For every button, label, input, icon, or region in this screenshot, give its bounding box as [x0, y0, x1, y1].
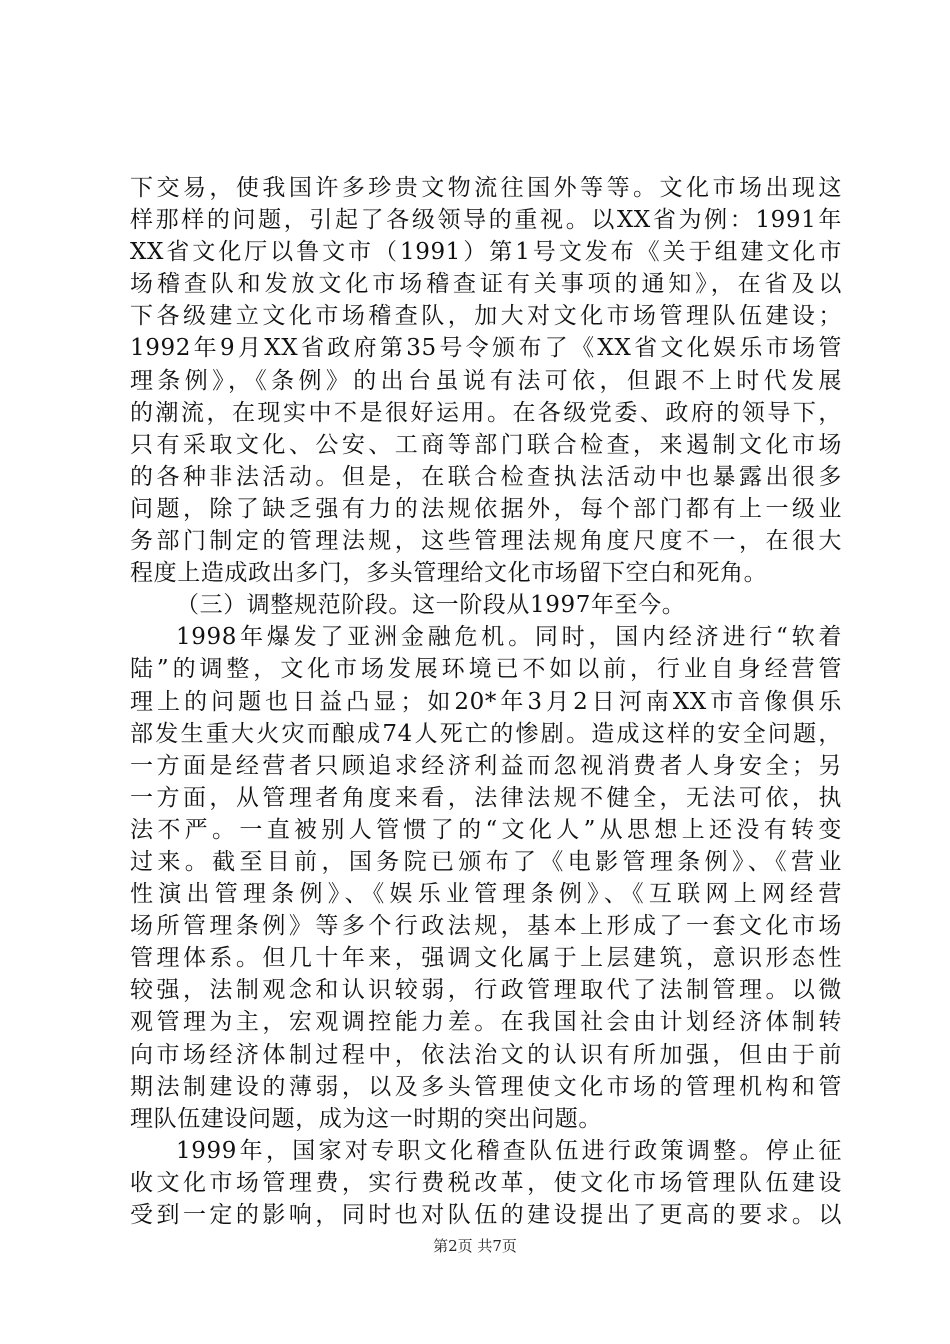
text-line: 务部门制定的管理法规，这些管理法规角度尺度不一，在很大 — [130, 528, 842, 555]
page-footer: 第2页 共7页 — [433, 1237, 517, 1255]
text-line: 下各级建立文化市场稽查队，加大对文化市场管理队伍建设； — [130, 303, 842, 330]
text-line: 期法制建设的薄弱，以及多头管理使文化市场的管理机构和管 — [130, 1073, 842, 1100]
text-line: 1999年，国家对专职文化稽查队伍进行政策调整。停止征 — [176, 1137, 842, 1164]
text-line: 只有采取文化、公安、工商等部门联合检查，来遏制文化市场 — [130, 431, 842, 458]
text-line: 的潮流，在现实中不是很好运用。在各级党委、政府的领导下， — [130, 399, 842, 426]
text-line: 向市场经济体制过程中，依法治文的认识有所加强，但由于前 — [130, 1041, 842, 1068]
text-line: 观管理为主，宏观调控能力差。在我国社会由计划经济体制转 — [130, 1009, 842, 1036]
text-line: 问题，除了缺乏强有力的法规依据外，每个部门都有上一级业 — [130, 495, 842, 522]
text-line: 的各种非法活动。但是，在联合检查执法活动中也暴露出很多 — [130, 463, 842, 490]
text-line: 受到一定的影响，同时也对队伍的建设提出了更高的要求。以 — [130, 1202, 842, 1228]
text-line: 部发生重大火灾而酿成74人死亡的惨剧。造成这样的安全问题， — [130, 720, 842, 747]
text-line: 一方面是经营者只顾追求经济利益而忽视消费者人身安全；另 — [130, 752, 842, 779]
text-line: 一方面，从管理者角度来看，法律法规不健全，无法可依，执 — [130, 784, 842, 811]
text-line: 1998年爆发了亚洲金融危机。同时，国内经济进行“软着 — [176, 624, 842, 651]
text-line: （三）调整规范阶段。这一阶段从1997年至今。 — [176, 592, 686, 619]
text-line: XX省文化厅以鲁文市（1991）第1号文发布《关于组建文化市 — [130, 239, 842, 266]
text-line: 法不严。一直被别人管惯了的“文化人”从思想上还没有转变 — [130, 816, 842, 843]
text-line: 理上的问题也日益凸显；如20*年3月2日河南XX市音像俱乐 — [130, 688, 842, 715]
document-body — [130, 172, 842, 1231]
text-line: 下交易，使我国许多珍贵文物流往国外等等。文化市场出现这 — [130, 175, 842, 201]
text-line: 理队伍建设问题，成为这一时期的突出问题。 — [130, 1105, 602, 1132]
text-line: 收文化市场管理费，实行费税改革，使文化市场管理队伍建设 — [130, 1169, 842, 1196]
text-line: 陆”的调整，文化市场发展环境已不如以前，行业自身经营管 — [130, 656, 842, 683]
text-line: 场稽查队和发放文化市场稽查证有关事项的通知》，在省及以 — [130, 271, 842, 298]
text-line: 程度上造成政出多门，多头管理给文化市场留下空白和死角。 — [130, 560, 768, 587]
text-line: 管理体系。但几十年来，强调文化属于上层建筑，意识形态性 — [130, 945, 842, 972]
text-line: 较强，法制观念和认识较弱，行政管理取代了法制管理。以微 — [130, 977, 842, 1004]
text-line: 场所管理条例》等多个行政法规，基本上形成了一套文化市场 — [130, 913, 842, 940]
text-line: 理条例》，《条例》的出台虽说有法可依，但跟不上时代发展 — [130, 367, 842, 394]
text-line: 样那样的问题，引起了各级领导的重视。以XX省为例：1991年 — [130, 207, 842, 234]
text-line: 过来。截至目前，国务院已颁布了《电影管理条例》、《营业 — [130, 848, 842, 875]
text-line: 1992年9月XX省政府第35号令颁布了《XX省文化娱乐市场管 — [130, 335, 842, 362]
text-line: 性演出管理条例》、《娱乐业管理条例》、《互联网上网经营 — [130, 881, 842, 908]
